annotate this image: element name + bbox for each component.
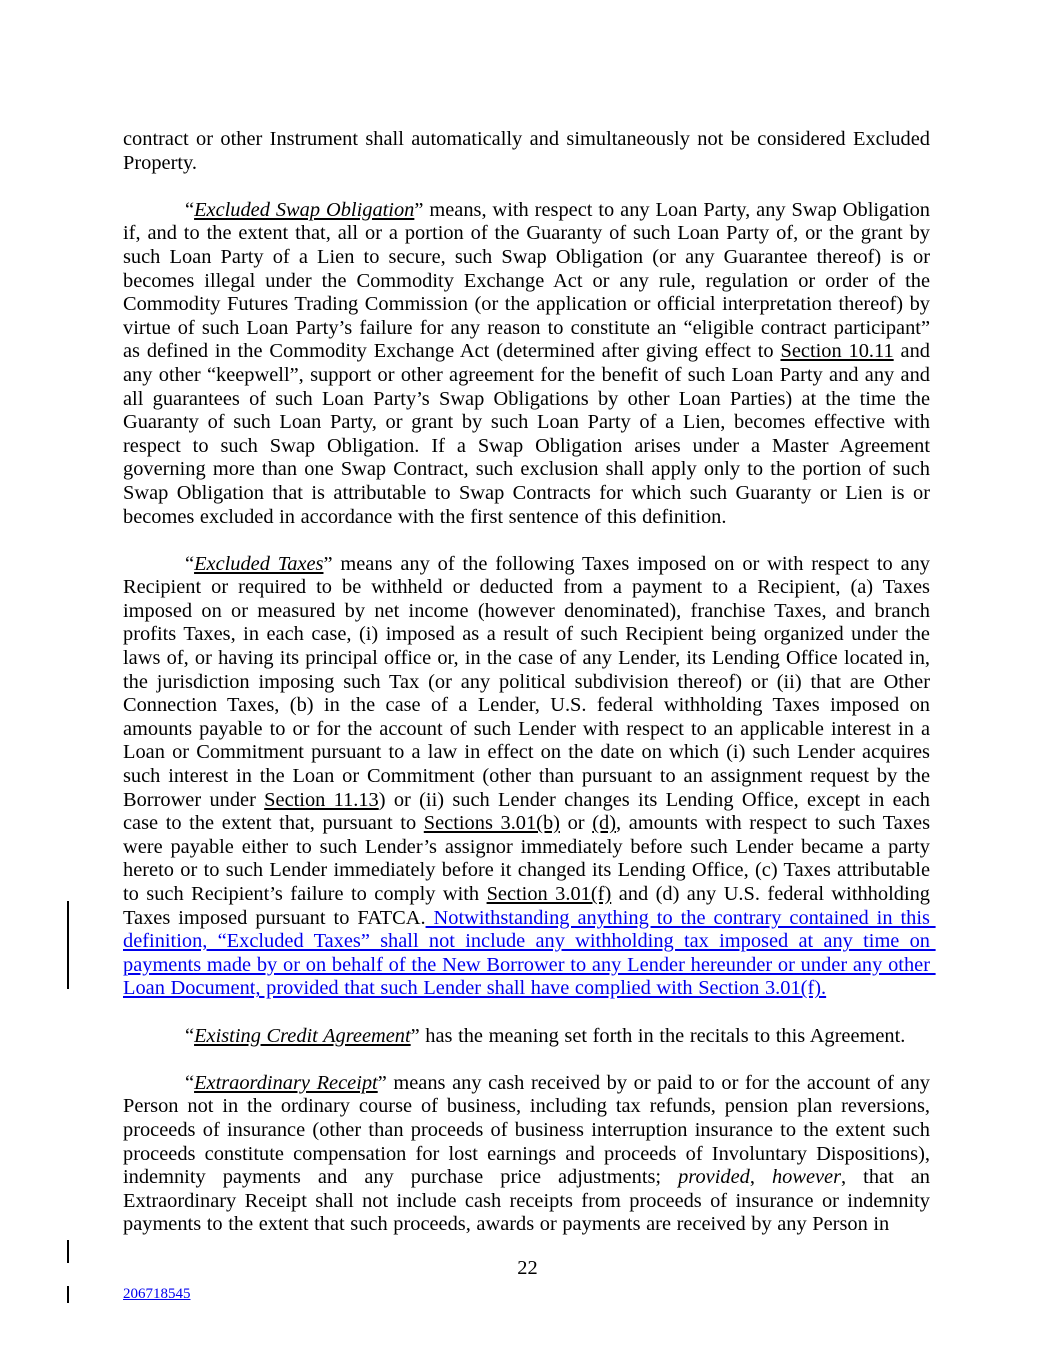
text-run-roman: or bbox=[559, 812, 593, 835]
text-run-underline: Sections 3.01(b) bbox=[423, 812, 560, 835]
text-run-roman: ) or (ii) such Lender changes its Lending Office, except in each case to the extent that, pursuant to bbox=[123, 788, 936, 835]
page-content bbox=[123, 128, 936, 1261]
text-run-term: Existing Credit Agreement bbox=[194, 1024, 411, 1047]
text-run-italic: provided bbox=[678, 1166, 750, 1189]
text-run-term: Excluded Taxes bbox=[194, 552, 324, 575]
text-run-underline: Section 10.11 bbox=[780, 340, 894, 363]
paragraph-excluded-taxes bbox=[123, 552, 936, 1001]
text-run-underline: Section 11.13 bbox=[264, 788, 379, 811]
text-run-term: Excluded Swap Obligation bbox=[194, 198, 415, 221]
change-bar-footer-2 bbox=[67, 1286, 69, 1303]
text-run-roman: , that an Extraordinary Receipt shall not include cash receipts from proceeds of insurance or indemnity payments to the extent that such proceeds, awards or payments are received by any Person in bbox=[123, 1166, 936, 1236]
text-run-term: Extraordinary Receipt bbox=[194, 1071, 378, 1094]
text-run-roman: “ bbox=[185, 1071, 195, 1094]
text-run-roman: contract or other Instrument shall automatically and simultaneously not be considered Excluded Property. bbox=[123, 128, 936, 174]
paragraph-extraordinary-receipt bbox=[123, 1071, 936, 1237]
doc-id-number: 206718545 bbox=[123, 1286, 191, 1302]
text-run-underline: (d) bbox=[592, 812, 616, 835]
text-run-italic: however bbox=[771, 1166, 842, 1189]
paragraph-continuation bbox=[123, 128, 936, 175]
change-bar-insertion bbox=[67, 901, 69, 989]
text-run-roman: , amounts with respect to such Taxes were payable either to such Lender’s assignor immediately before such Lender became a party hereto or to such Lender immediately before it changed its Lending Office, (c) Taxes attributable to such Recipient’s failure to comply with bbox=[123, 812, 936, 905]
paragraph-excluded-swap-obligation bbox=[123, 198, 936, 529]
text-run-roman: and (d) any U.S. federal withholding Taxes imposed pursuant to FATCA. bbox=[123, 883, 936, 929]
text-run-insertion: Notwithstanding anything to the contrary contained in this definition, “Excluded Taxes” shall not include any withholding tax imposed at any time on payments made by or on behalf of the New Borrower to any Lender hereunder or under any other Loan Document, provided that such Lender shall have complied with Section 3.01(f). bbox=[123, 906, 936, 1000]
text-run-roman: ” means any of the following Taxes imposed on or with respect to any Recipient or required to be withheld or deducted from a payment to a Recipient, (a) Taxes imposed on or measured by net income (however denominated), franchise Taxes, and branch profits Taxes, in each case, (i) imposed as a result of such Recipient being organized under the laws of, or having its principal office or, in the case of any Lender, its Lending Office located in, the jurisdiction imposing such Tax (or any political subdivision thereof) or (ii) that are Other Connection Taxes, (b) in the case of a Lender, U.S. federal withholding Taxes imposed on amounts payable to or for the account of such Lender with respect to an applicable interest in a Loan or Commitment pursuant to a law in effect on the date on which (i) such Lender acquires such interest in the Loan or Commitment (other than pursuant to an assignment request by the Borrower under bbox=[123, 552, 936, 811]
text-run-roman: ” has the meaning set forth in the recitals to this Agreement. bbox=[410, 1024, 906, 1047]
page-number: 22 bbox=[517, 1257, 538, 1279]
text-run-roman: “ bbox=[185, 552, 195, 575]
text-run-roman: and any other “keepwell”, support or other agreement for the benefit of such Loan Party and any and all guarantees of such Loan Party’s Swap Obligations by other Loan Parties) at the time the Guaranty of such Loan Party, or grant by such Loan Party of a Lien, becomes effective with respect to such Swap Obligation. If a Swap Obligation arises under a Master Agreement governing more than one Swap Contract, such exclusion shall apply only to the portion of such Swap Obligation that is attributable to Swap Contracts for which such Guaranty or Lien is or becomes excluded in accordance with the first sentence of this definition. bbox=[123, 340, 936, 528]
text-run-roman: “ bbox=[185, 198, 195, 221]
text-run-roman: ” means, with respect to any Loan Party, any Swap Obligation if, and to the extent that, all or a portion of the Guaranty of such Loan Party of, or the grant by such Loan Party of a Lien to secure, such Swap Obligation (or any Guarantee thereof) is or becomes illegal under the Commodity Exchange Act or any rule, regulation or order of the Commodity Futures Trading Commission (or the application or official interpretation thereof) by virtue of such Loan Party’s failure for any reason to constitute an “eligible contract participant” as defined in the Commodity Exchange Act (determined after giving effect to bbox=[123, 198, 936, 363]
text-run-roman: “ bbox=[185, 1024, 195, 1047]
paragraph-existing-credit-agreement bbox=[123, 1025, 930, 1049]
text-run-roman: ” means any cash received by or paid to or for the account of any Person not in the ordinary course of business, including tax refunds, pension plan reversions, proceeds of insurance (other than proceeds of business interruption insurance to the extent such proceeds constitute compensation for lost earnings and proceeds of Involuntary Dispositions), indemnity payments and any purchase price adjustments; bbox=[123, 1071, 936, 1189]
text-run-roman: , bbox=[749, 1166, 772, 1189]
text-run-underline: Section 3.01(f) bbox=[486, 883, 612, 905]
